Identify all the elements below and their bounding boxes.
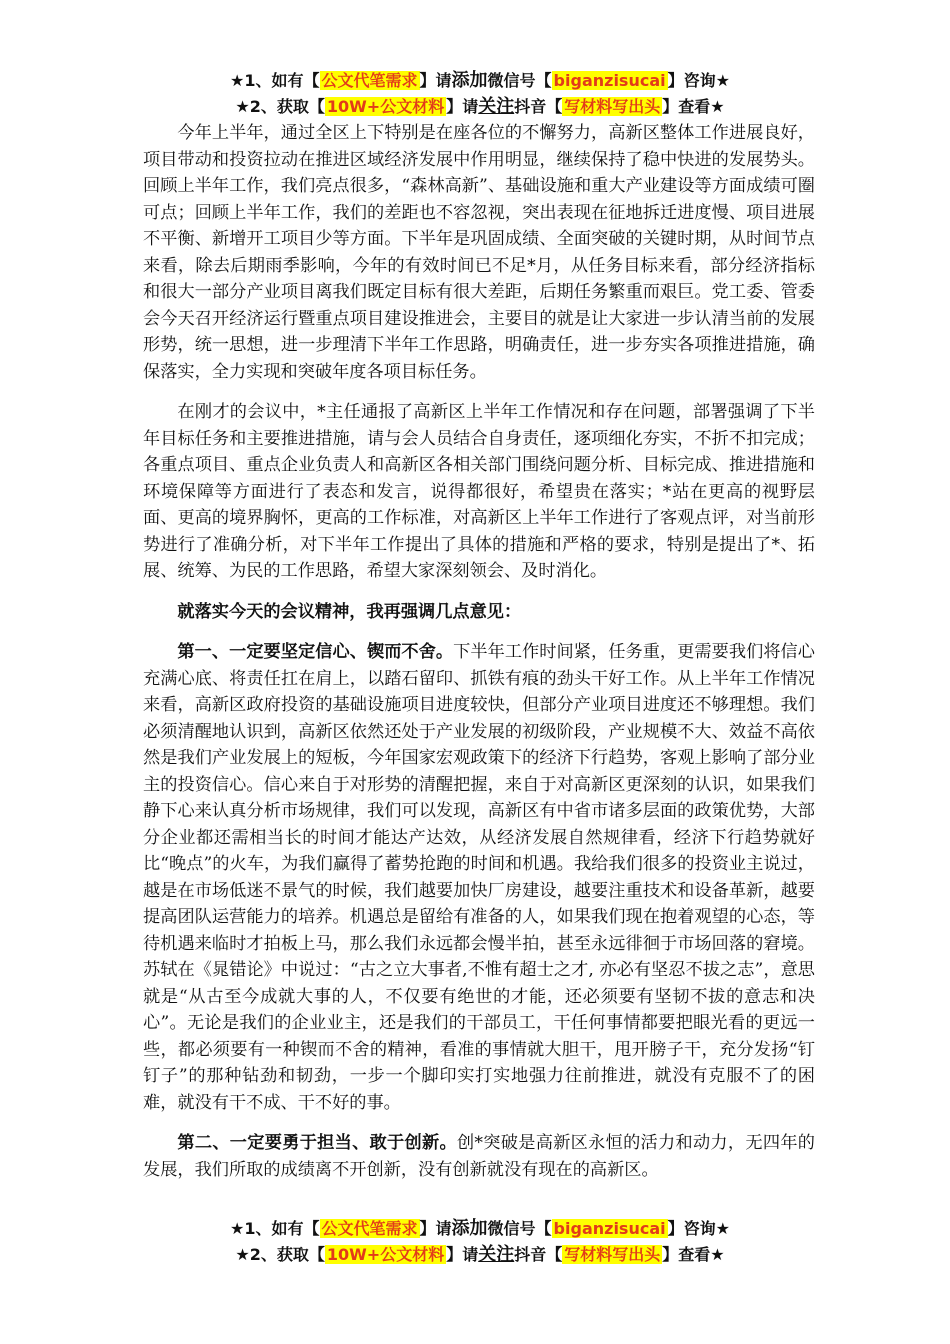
promo-banner-top-line-2: ★2、获取【 10W+公文材料 】请关注抖音【 写材料写出头 】查看★ — [235, 96, 725, 117]
paragraph-point-two: 第二、一定要勇于担当、敢于创新。创*突破是高新区永恒的活力和动力，无四年的发展，我们所取的成绩离不开创新，没有创新就没有现在的高新区。 — [143, 1133, 815, 1180]
highlight-tag: 10W+公文材料 — [326, 97, 445, 116]
douyin-account: 写材料写出头 — [564, 1245, 661, 1264]
promo-banner-bottom-line-2: ★2、获取【 10W+公文材料 】请关注抖音【 写材料写出头 】查看★ — [235, 1244, 725, 1265]
highlight-tag: 公文代笔需求 — [321, 71, 418, 90]
wechat-id: biganzisucai — [553, 71, 666, 90]
point-two-heading: 第二、一定要勇于担当、敢于创新。 — [177, 1133, 457, 1153]
douyin-account: 写材料写出头 — [564, 97, 661, 116]
promo-banner-bottom-line-1: ★1、如有【 公文代笔需求 】请添加微信号【 biganzisucai 】咨询★ — [230, 1218, 730, 1239]
document-body — [143, 120, 815, 1183]
paragraph-intro: 今年上半年，通过全区上下特别是在座各位的不懈努力，高新区整体工作进展良好，项目带动和投资拉动在推进区域经济发展中作用明显，继续保持了稳中快进的发展势头。回顾上半年工作，我们亮点很多，“森林高新”、基础设施和重大产业建设等方面成绩可圈可点；回顾上半年工作，我们的差距也不容忽视，突出表现在征地拆迁进度慢、项目进展不平衡、新增开工项目少等方面。下半年是巩固成绩、全面突破的关键时期，从时间节点来看，除去后期雨季影响，今年的有效时间已不足*月，从任务目标来看，部分经济指标和很大一部分产业项目离我们既定目标有很大差距，后期任务繁重而艰巨。党工委、管委会今天召开经济运行暨重点项目建设推进会，主要目的就是让大家进一步认清当前的发展形势，统一思想，进一步理清下半年工作思路，明确责任，进一步夯实各项推进措施，确保落实，全力实现和突破年度各项目标任务。 — [143, 123, 815, 382]
promo-banner-top-line-1: ★1、如有【 公文代笔需求 】请添加微信号【 biganzisucai 】咨询★ — [230, 70, 730, 91]
wechat-id: biganzisucai — [553, 1219, 666, 1238]
paragraph-point-one: 第一、一定要坚定信心、锲而不舍。下半年工作时间紧，任务重，更需要我们将信心充满心底、将责任扛在肩上，以踏石留印、抓铁有痕的劲头干好工作。从上半年工作情况来看，高新区政府投资的基础设施项目进度较快，但部分产业项目进度还不够理想。我们必须清醒地认识到，高新区依然还处于产业发展的初级阶段，产业规模不大、效益不高依然是我们产业发展上的短板，今年国家宏观政策下的经济下行趋势，客观上影响了部分业主的投资信心。信心来自于对形势的清醒把握，来自于对高新区更深刻的认识，如果我们静下心来认真分析市场规律，我们可以发现，高新区有中省市诸多层面的政策优势，大部分企业都还需相当长的时间才能达产达效，从经济发展自然规律看，经济下行趋势就好比“晚点”的火车，为我们赢得了蓄势抢跑的时间和机遇。我给我们很多的投资业主说过，越是在市场低迷不景气的时候，我们越要加快厂房建设，越要注重技术和设备革新，越要提高团队运营能力的培养。机遇总是留给有准备的人，如果我们现在抱着观望的心态，等待机遇来临时才拍板上马，那么我们永远都会慢半拍，甚至永远徘徊于市场回落的窘境。苏轼在《晁错论》中说过：“古之立大事者,不惟有超士之才, 亦必有坚忍不拔之志”，意思就是“从古至今成就大事的人，不仅要有绝世的才能，还必须要有坚韧不拔的意志和决心”。无论是我们的企业业主，还是我们的干部员工，干任何事情都要把眼光看的更远一些，都必须要有一种锲而不舍的精神，看准的事情就大胆干，甩开膀子干，充分发扬“钉钉子”的那种钻劲和韧劲，一步一个脚印实打实地强力往前推进，就没有克服不了的困难，就没有干不成、干不好的事。 — [143, 642, 815, 1113]
highlight-tag: 公文代笔需求 — [321, 1219, 418, 1238]
highlight-tag: 10W+公文材料 — [326, 1245, 445, 1264]
point-one-heading: 第一、一定要坚定信心、锲而不舍。 — [177, 642, 454, 662]
paragraph-meeting-summary: 在刚才的会议中，*主任通报了高新区上半年工作情况和存在问题，部署强调了下半年目标任务和主要推进措施，请与会人员结合自身责任，逐项细化夯实，不折不扣完成；各重点项目、重点企业负责人和高新区各相关部门围绕问题分析、目标完成、推进措施和环境保障等方面进行了表态和发言，说得都很好，希望贵在落实；*站在更高的视野层面、更高的境界胸怀，更高的工作标准，对高新区上半年工作进行了客观点评，对当前形势进行了准确分析，对下半年工作提出了具体的措施和严格的要求，特别是提出了*、拓展、统筹、为民的工作思路，希望大家深刻领会、及时消化。 — [143, 402, 815, 581]
paragraph-heading: 就落实今天的会议精神，我再强调几点意见： — [177, 601, 522, 622]
